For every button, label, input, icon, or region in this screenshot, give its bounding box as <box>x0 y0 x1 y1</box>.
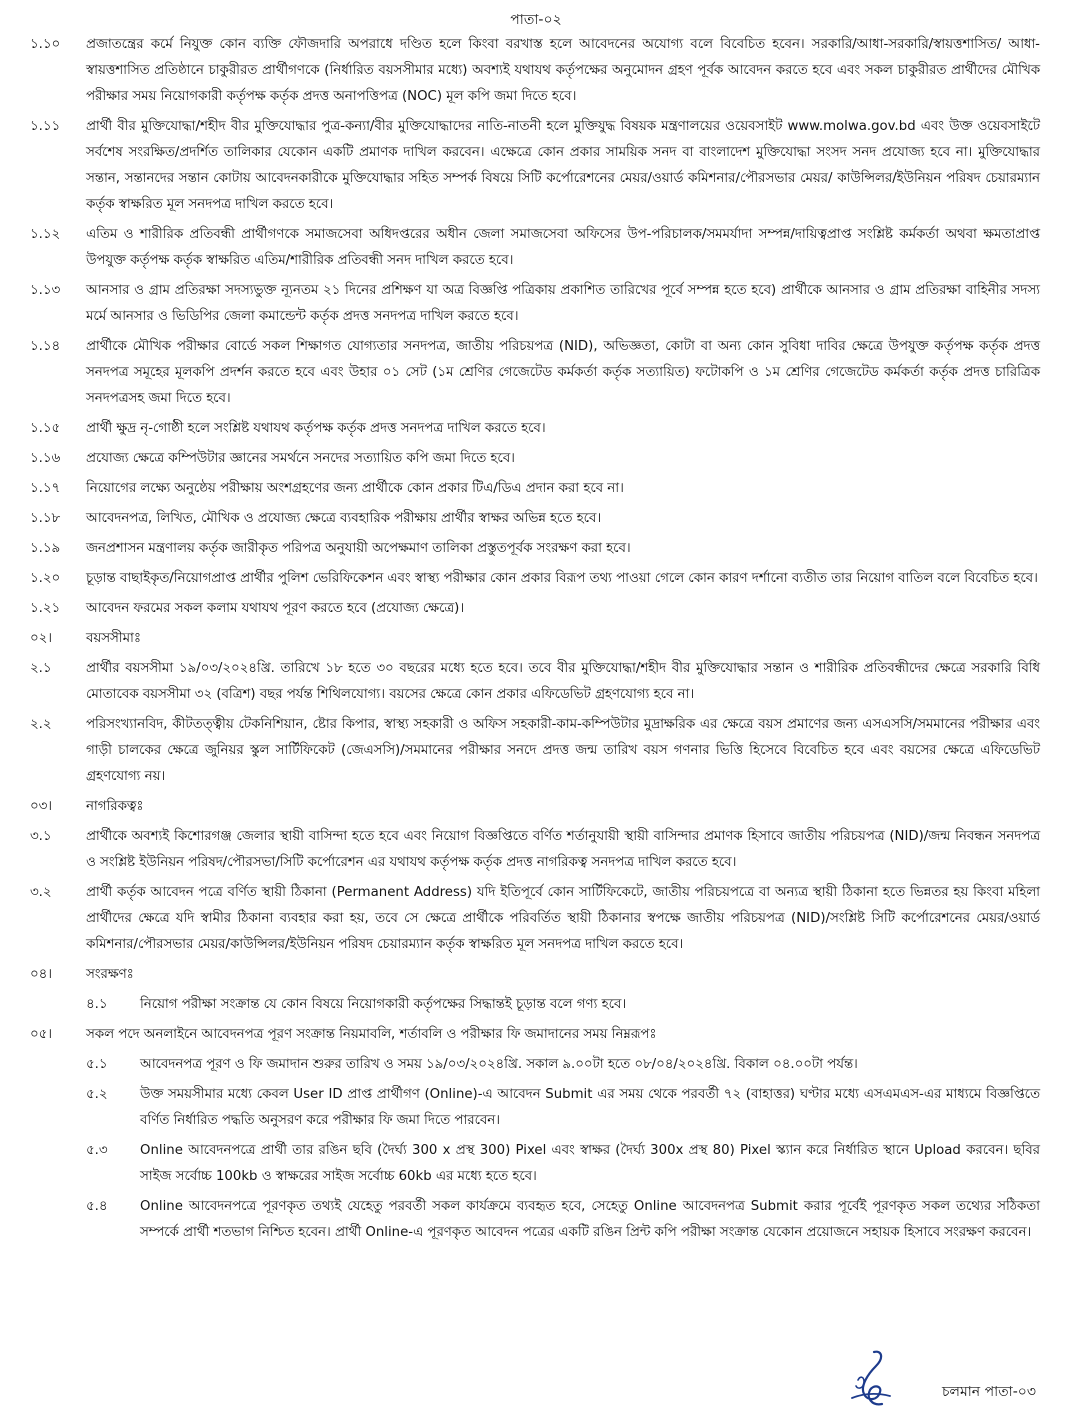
section-heading <box>30 794 1040 820</box>
clause-item <box>30 656 1040 708</box>
page-number-header: পাতা-০২ <box>510 12 562 28</box>
continued-page-note: চলমান পাতা-০৩ <box>941 1384 1036 1400</box>
clause-item <box>30 32 1040 110</box>
clause-number: ০৩। <box>30 799 53 814</box>
clause-item <box>30 880 1040 958</box>
clause-text: সংরক্ষণঃ <box>86 967 134 982</box>
clause-text: আবেদনপত্র, লিখিত, মৌখিক ও প্রযোজ্য ক্ষেত্রে ব্যবহারিক পরীক্ষায় প্রার্থীর স্বাক্ষর অভিন্ন হতে হবে। <box>86 511 602 526</box>
clause-number: ১.১১ <box>30 119 61 134</box>
clause-text: আনসার ও গ্রাম প্রতিরক্ষা সদস্যভুক্ত ন্যূনতম ২১ দিনের প্রশিক্ষণ যা অত্র বিজ্ঞপ্তি পত্রিকায় প্রকাশিত তারিখের পূর্বে সম্পন্ন হতে হবে) প্রার্থীকে আনসার ও গ্রাম প্রতিরক্ষা বাহিনীর সদস্য মর্মে আনসার ও ভিডিপির জেলা কমান্ডেন্ট কর্তৃক প্রদত্ত সনদপত্র দাখিল করতে হবে। <box>86 283 1040 324</box>
clause-number: ৫.২ <box>86 1087 108 1102</box>
clause-item <box>30 476 1040 502</box>
clause-item <box>30 536 1040 562</box>
clause-item <box>30 446 1040 472</box>
clause-text: আবেদন ফরমের সকল কলাম যথাযথ পূরণ করতে হবে (প্রযোজ্য ক্ষেত্রে)। <box>86 601 465 616</box>
clause-number: ৩.১ <box>30 829 52 844</box>
clause-number: ৫.৩ <box>86 1143 108 1158</box>
clause-text: প্রার্থীকে অবশ্যই কিশোরগঞ্জ জেলার স্থায়ী বাসিন্দা হতে হবে এবং নিয়োগ বিজ্ঞপ্তিতে বর্ণিত শর্তানুযায়ী স্থায়ী বাসিন্দার প্রমাণক হিসাবে জাতীয় পরিচয়পত্র (NID)/জন্ম নিবন্ধন সনদপত্র ও সংশ্লিষ্ট ইউনিয়ন পরিষদ/পৌরসভা/সিটি কর্পোরেশন এর যথাযথ কর্তৃপক্ষ কর্তৃক প্রদত্ত নাগরিকত্ব সনদপত্র দাখিল করতে হবে। <box>86 829 1040 870</box>
clause-number: ৫.১ <box>86 1057 108 1072</box>
clause-text: প্রযোজ্য ক্ষেত্রে কম্পিউটার জ্ঞানের সমর্থনে সনদের সত্যায়িত কপি জমা দিতে হবে। <box>86 451 515 466</box>
clause-item <box>30 1082 1040 1134</box>
document-body <box>30 32 1040 1250</box>
clause-text: প্রার্থী কর্তৃক আবেদন পত্রে বর্ণিত স্থায়ী ঠিকানা (Permanent Address) যদি ইতিপূর্বে কোন সার্টিফিকেটে, জাতীয় পরিচয়পত্রে বা অন্যত্র স্থায়ী ঠিকানা হতে ভিন্নতর হয় কিংবা মহিলা প্রার্থীদের ক্ষেত্রে যদি স্বামীর ঠিকানা ব্যবহার করা হয়, তবে সে ক্ষেত্রে প্রার্থীকে পরিবর্তিত স্থায়ী ঠিকানার স্বপক্ষে জাতীয় পরিচয়পত্র (NID)/সংশ্লিষ্ট সিটি কর্পোরেশনের মেয়র/ওয়ার্ড কমিশনার/পৌরসভার মেয়র/কাউন্সিলর/ইউনিয়ন পরিষদ চেয়ারম্যান কর্তৃক স্বাক্ষরিত মূল সনদপত্র দাখিল করতে হবে। <box>86 885 1040 952</box>
clause-text: প্রজাতন্ত্রের কর্মে নিযুক্ত কোন ব্যক্তি ফৌজদারি অপরাধে দণ্ডিত হলে কিংবা বরখাস্ত হলে আবেদনের অযোগ্য বলে বিবেচিত হবেন। সরকারি/আধা-সরকারি/স্বায়ত্তশাসিত/ আধা-স্বায়ত্তশাসিত প্রতিষ্ঠানে চাকুরীরত প্রার্থীগণকে (নির্ধারিত বয়সসীমার মধ্যে) অবশ্যই যথাযথ কর্তৃপক্ষের অনুমোদন গ্রহণ পূর্বক আবেদন করতে হবে এবং সকল চাকুরীরত প্রার্থীদের মৌখিক পরীক্ষার সময় নিয়োগকারী কর্তৃপক্ষ কর্তৃক প্রদত্ত অনাপত্তিপত্র (NOC) মূল কপি জমা দিতে হবে। <box>86 37 1040 104</box>
clause-number: ১.২০ <box>30 571 61 586</box>
clause-text: প্রার্থীর বয়সসীমা ১৯/০৩/২০২৪খ্রি. তারিখে ১৮ হতে ৩০ বছরের মধ্যে হতে হবে। তবে বীর মুক্তিযোদ্ধা/শহীদ বীর মুক্তিযোদ্ধার সন্তান ও শারীরিক প্রতিবন্ধীদের ক্ষেত্রে সরকারি বিধি মোতাবেক বয়সসীমা ৩২ (বত্রিশ) বছর পর্যন্ত শিথিলযোগ্য। বয়সের ক্ষেত্রে কোন প্রকার এফিডেভিট গ্রহণযোগ্য হবে না। <box>86 661 1040 702</box>
clause-text: প্রার্থীকে মৌখিক পরীক্ষার বোর্ডে সকল শিক্ষাগত যোগ্যতার সনদপত্র, জাতীয় পরিচয়পত্র (NID), অভিজ্ঞতা, কোটা বা অন্য কোন সুবিধা দাবির ক্ষেত্রে উপযুক্ত কর্তৃপক্ষ কর্তৃক প্রদত্ত সনদপত্র সমূহের মূলকপি প্রদর্শন করতে হবে এবং উহার ০১ সেট (১ম শ্রেণির গেজেটেড কর্মকর্তা কর্তৃক সত্যায়িত) ফটোকপি ও ১ম শ্রেণির গেজেটেড কর্মকর্তা কর্তৃক প্রদত্ত চারিত্রিক সনদপত্রসহ জমা দিতে হবে। <box>86 339 1040 406</box>
clause-text: চূড়ান্ত বাছাইকৃত/নিয়োগপ্রাপ্ত প্রার্থীর পুলিশ ভেরিফিকেশন এবং স্বাস্থ্য পরীক্ষার কোন প্রকার বিরূপ তথ্য পাওয়া গেলে কোন কারণ দর্শানো ব্যতীত তার নিয়োগ বাতিল বলে বিবেচিত হবে। <box>86 571 1038 586</box>
clause-item <box>30 824 1040 876</box>
clause-text: উক্ত সময়সীমার মধ্যে কেবল User ID প্রাপ্ত প্রার্থীগণ (Online)-এ আবেদন Submit এর সময় থেকে পরবর্তী ৭২ (বাহাত্তর) ঘণ্টার মধ্যে এসএমএস-এর মাধ্যমে বিজ্ঞপ্তিতে বর্ণিত নির্ধারিত পদ্ধতি অনুসরণ করে পরীক্ষার ফি জমা দিতে পারবেন। <box>140 1087 1040 1128</box>
clause-number: ১.১৩ <box>30 283 61 298</box>
clause-item <box>30 114 1040 218</box>
clause-item <box>30 334 1040 412</box>
clause-number: ১.১৫ <box>30 421 61 436</box>
section-heading <box>30 962 1040 988</box>
section-heading <box>30 626 1040 652</box>
clause-number: ১.১০ <box>30 37 61 52</box>
clause-item <box>30 596 1040 622</box>
clause-item <box>30 566 1040 592</box>
clause-item <box>30 1194 1040 1246</box>
clause-item <box>30 416 1040 442</box>
clause-number: ২.১ <box>30 661 52 676</box>
clause-number: ০৪। <box>30 967 53 982</box>
clause-text: জনপ্রশাসন মন্ত্রণালয় কর্তৃক জারীকৃত পরিপত্র অনুযায়ী অপেক্ষমাণ তালিকা প্রস্তুতপূর্বক সংরক্ষণ করা হবে। <box>86 541 631 556</box>
clause-number: ১.১৬ <box>30 451 61 466</box>
clause-text: এতিম ও শারীরিক প্রতিবন্ধী প্রার্থীগণকে সমাজসেবা অধিদপ্তরের অধীন জেলা সমাজসেবা অফিসের উপ-পরিচালক/সমমর্যাদা সম্পন্ন/দায়িত্বপ্রাপ্ত সংশ্লিষ্ট কর্মকর্তা অথবা ক্ষমতাপ্রাপ্ত উপযুক্ত কর্তৃপক্ষ কর্তৃক স্বাক্ষরিত এতিম/শারীরিক প্রতিবন্ধী সনদ দাখিল করতে হবে। <box>86 227 1040 268</box>
clause-number: ৩.২ <box>30 885 52 900</box>
clause-item <box>30 278 1040 330</box>
clause-text: Online আবেদনপত্রে পূরণকৃত তথ্যই যেহেতু পরবর্তী সকল কার্যক্রমে ব্যবহৃত হবে, সেহেতু Online আবেদনপত্র Submit করার পূর্বেই পূরণকৃত সকল তথ্যের সঠিকতা সম্পর্কে প্রার্থী শতভাগ নিশ্চিত হবেন। প্রার্থী Online-এ পূরণকৃত আবেদন পত্রের একটি রঙিন প্রিন্ট কপি পরীক্ষা সংক্রান্ত যেকোন প্রয়োজনে সহায়ক হিসাবে সংরক্ষণ করবেন। <box>140 1199 1040 1240</box>
clause-number: ৪.১ <box>86 997 108 1012</box>
clause-text: নিয়োগ পরীক্ষা সংক্রান্ত যে কোন বিষয়ে নিয়োগকারী কর্তৃপক্ষের সিদ্ধান্তই চূড়ান্ত বলে গণ্য হবে। <box>140 997 627 1012</box>
clause-text: প্রার্থী ক্ষুদ্র নৃ-গোষ্ঠী হলে সংশ্লিষ্ট যথাযথ কর্তৃপক্ষ কর্তৃক প্রদত্ত সনদপত্র দাখিল করতে হবে। <box>86 421 546 436</box>
clause-item <box>30 506 1040 532</box>
clause-number: ১.১৯ <box>30 541 61 556</box>
clause-text: নাগরিকত্বঃ <box>86 799 144 814</box>
clause-item <box>30 992 1040 1018</box>
clause-number: ১.১৭ <box>30 481 61 496</box>
section-heading <box>30 1022 1040 1048</box>
clause-text: পরিসংখ্যানবিদ, কীটতত্ত্বীয় টেকনিশিয়ান, ষ্টোর কিপার, স্বাস্থ্য সহকারী ও অফিস সহকারী-কাম-কম্পিউটার মুদ্রাক্ষরিক এর ক্ষেত্রে বয়স প্রমাণের জন্য এসএসসি/সমমানের পরীক্ষার এবং গাড়ী চালকের ক্ষেত্রে জুনিয়র স্কুল সার্টিফিকেট (জেএসসি)/সমমানের পরীক্ষার সনদে প্রদত্ত জন্ম তারিখ বয়স গণনার ভিত্তি হিসেবে বিবেচিত হবে এবং বয়সের ক্ষেত্রে এফিডেভিট গ্রহণযোগ্য নয়। <box>86 717 1040 784</box>
clause-number: ১.১৮ <box>30 511 61 526</box>
signature-icon <box>838 1346 902 1410</box>
clause-number: ১.১৪ <box>30 339 61 354</box>
clause-number: ০২। <box>30 631 53 646</box>
clause-item <box>30 1052 1040 1078</box>
clause-text: আবেদনপত্র পূরণ ও ফি জমাদান শুরুর তারিখ ও সময় ১৯/০৩/২০২৪খ্রি. সকাল ৯.০০টা হতে ০৮/০৪/২০২৪খ্রি. বিকাল ০৪.০০টা পর্যন্ত। <box>140 1057 858 1072</box>
clause-number: ১.২১ <box>30 601 61 616</box>
clause-text: Online আবেদনপত্রে প্রার্থী তার রঙিন ছবি (দৈর্ঘ্য 300 x প্রস্থ 300) Pixel এবং স্বাক্ষর (দৈর্ঘ্য 300x প্রস্থ 80) Pixel স্ক্যান করে নির্ধারিত স্থানে Upload করবেন। ছবির সাইজ সর্বোচ্চ 100kb ও স্বাক্ষরের সাইজ সর্বোচ্চ 60kb এর মধ্যে হতে হবে। <box>140 1143 1040 1184</box>
clause-text: সকল পদে অনলাইনে আবেদনপত্র পূরণ সংক্রান্ত নিয়মাবলি, শর্তাবলি ও পরীক্ষার ফি জমাদানের সময় নিম্নরূপঃ <box>86 1027 657 1042</box>
clause-item <box>30 712 1040 790</box>
clause-item <box>30 1138 1040 1190</box>
clause-number: ১.১২ <box>30 227 61 242</box>
clause-text: বয়সসীমাঃ <box>86 631 141 646</box>
clause-number: ০৫। <box>30 1027 53 1042</box>
clause-number: ৫.৪ <box>86 1199 108 1214</box>
clause-text: প্রার্থী বীর মুক্তিযোদ্ধা/শহীদ বীর মুক্তিযোদ্ধার পুত্র-কন্যা/বীর মুক্তিযোদ্ধাদের নাতি-নাতনী হলে মুক্তিযুদ্ধ বিষয়ক মন্ত্রণালয়ের ওয়েবসাইট www.molwa.gov.bd এবং উক্ত ওয়েবসাইটে সর্বশেষ সংরক্ষিত/প্রদর্শিত তালিকার যেকোন একটি প্রমাণক দাখিল করবেন। এক্ষেত্রে কোন প্রকার সাময়িক সনদ বা বাংলাদেশ মুক্তিযোদ্ধা সংসদ সনদ প্রযোজ্য হবে না। মুক্তিযোদ্ধার সন্তান, সন্তানদের সন্তান কোটায় আবেদনকারীকে মুক্তিযোদ্ধার সহিত সম্পর্ক বিষয়ে সিটি কর্পোরেশনের মেয়র/ওয়ার্ড কমিশনার/পৌরসভার মেয়র/ কাউন্সিলর/ইউনিয়ন পরিষদ চেয়ারম্যান কর্তৃক স্বাক্ষরিত মূল সনদপত্র দাখিল করতে হবে। <box>86 119 1040 212</box>
clause-number: ২.২ <box>30 717 52 732</box>
clause-item <box>30 222 1040 274</box>
clause-text: নিয়োগের লক্ষ্যে অনুষ্ঠেয় পরীক্ষায় অংশগ্রহণের জন্য প্রার্থীকে কোন প্রকার টিএ/ডিএ প্রদান করা হবে না। <box>86 481 624 496</box>
